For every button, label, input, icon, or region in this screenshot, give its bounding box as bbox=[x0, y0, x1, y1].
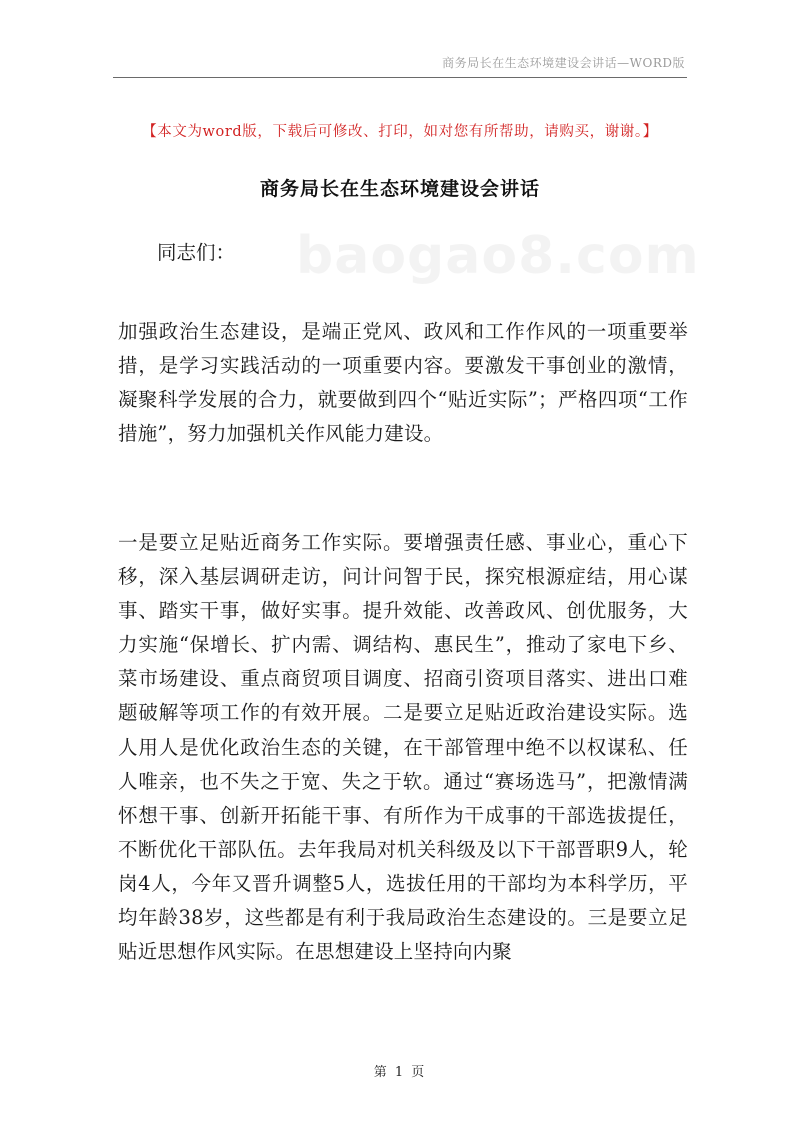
header-divider bbox=[113, 77, 687, 78]
page-number: 第 1 页 bbox=[373, 1065, 427, 1080]
watermark-logo bbox=[296, 226, 700, 286]
paragraph-intro: 加强政治生态建设，是端正党风、政风和工作作风的一项重要举措，是学习实践活动的一项重要内容。要激发干事创业的激情，凝聚科学发展的合力，就要做到四个“贴近实际”；严格四项“工作措施”，努力加强机关作风能力建设。 bbox=[118, 320, 688, 446]
paragraph-body: 一是要立足贴近商务工作实际。要增强责任感、事业心，重心下移，深入基层调研走访，问计问智于民，探究根源症结，用心谋事、踏实干事，做好实事。提升效能、改善政风、创优服务，大力实施“保增长、扩内需、调结构、惠民生”，推动了家电下乡、菜市场建设、重点商贸项目调度、招商引资项目落实、进出口难题破解等项工作的有效开展。二是要立足贴近政治建设实际。选人用人是优化政治生态的关键，在干部管理中绝不以权谋私、任人唯亲，也不失之于宽、失之于软。通过“赛场选马”，把激情满怀想干事、创新开拓能干事、有所作为干成事的干部选拔提任，不断优化干部队伍。去年我局对机关科级及以下干部晋职9人，轮岗4人，今年又晋升调整5人，选拔任用的干部均为本科学历，平均年龄38岁，这些都是有利于我局政治生态建设的。三是要立足贴近思想作风实际。在思想建设上坚持向内聚 bbox=[118, 531, 688, 964]
download-notice: 【本文为word版，下载后可修改、打印，如对您有所帮助，请购买，谢谢。】 bbox=[142, 124, 658, 140]
document-title: 商务局长在生态环境建设会讲话 bbox=[259, 178, 540, 200]
running-header: 商务局长在生态环境建设会讲话—WORD版 bbox=[442, 56, 685, 70]
salutation: 同志们： bbox=[157, 241, 236, 264]
